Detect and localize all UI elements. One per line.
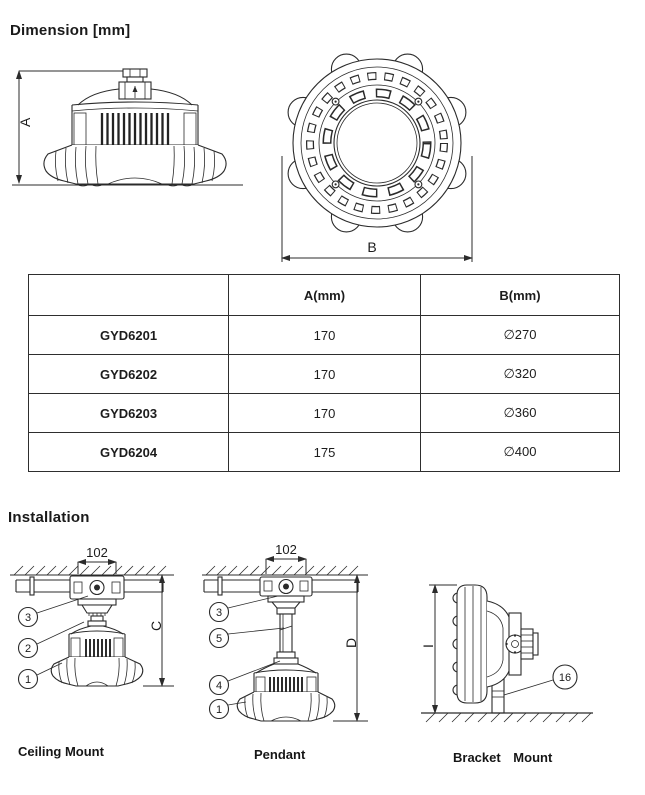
dim-c-label: C: [148, 620, 164, 631]
svg-text:1: 1: [24, 674, 32, 686]
ceiling-hatch: [202, 566, 363, 575]
a-value-cell: 175: [229, 433, 421, 472]
table-header-row: [29, 275, 620, 316]
bracket-mount-caption: Bracket Mount: [453, 750, 553, 765]
model-cell: GYD6204: [29, 433, 229, 472]
ceiling-mount-diagram: [8, 543, 183, 743]
callout-5: [210, 628, 285, 648]
col-header-b: B(mm): [421, 275, 620, 316]
pendant-caption: Pendant: [254, 747, 306, 762]
b-value-cell: ∅400: [421, 433, 620, 472]
model-cell: GYD6203: [29, 394, 229, 433]
junction-box: [260, 577, 312, 608]
fixture-front-view-drawing: [275, 48, 495, 268]
dim-102: [78, 545, 116, 574]
svg-text:1: 1: [215, 704, 223, 716]
svg-text:3: 3: [24, 612, 32, 624]
dimension-table: [28, 274, 620, 472]
b-value-cell: ∅360: [421, 394, 620, 433]
a-value-cell: 170: [229, 394, 421, 433]
bracket-mount-diagram: [413, 573, 603, 725]
b-value-cell: ∅320: [421, 355, 620, 394]
dim-d: [333, 575, 368, 721]
dim-d-label: D: [343, 637, 359, 648]
dimension-heading: Dimension [mm]: [10, 22, 131, 39]
table-row: [29, 355, 620, 394]
model-cell: GYD6202: [29, 355, 229, 394]
model-cell: GYD6201: [29, 316, 229, 355]
fixture-side-view-drawing: [10, 55, 245, 188]
fixture-front-small: [237, 664, 335, 721]
dim-height: [420, 585, 457, 713]
svg-text:5: 5: [215, 633, 223, 645]
b-value-cell: ∅270: [421, 316, 620, 355]
ceiling-hatch: [10, 566, 168, 575]
installation-heading: Installation: [8, 509, 90, 526]
heatsink-fins: [102, 113, 168, 145]
pendant-rod: [274, 608, 298, 664]
a-value-cell: 170: [229, 316, 421, 355]
ground-hatch: [421, 713, 593, 722]
pendant-diagram: [200, 540, 375, 755]
svg-text:2: 2: [24, 643, 32, 655]
dim-a-label: A: [17, 117, 33, 127]
a-value-cell: 170: [229, 355, 421, 394]
svg-text:4: 4: [215, 680, 223, 692]
dim-102-label: 102: [86, 545, 108, 560]
svg-text:16: 16: [558, 672, 572, 684]
col-header-a: A(mm): [229, 275, 421, 316]
table-row: [29, 394, 620, 433]
callout-2: [19, 622, 85, 658]
table-row: [29, 316, 620, 355]
dim-height-label: I: [420, 644, 436, 648]
dim-102-label: 102: [275, 542, 297, 557]
table-corner-cell: [29, 275, 229, 316]
fixture-front-small: [51, 626, 143, 686]
ceiling-mount-caption: Ceiling Mount: [18, 744, 104, 759]
svg-text:3: 3: [215, 607, 223, 619]
dim-b-label: B: [367, 239, 377, 255]
table-row: [29, 433, 620, 472]
junction-box: [70, 576, 124, 626]
